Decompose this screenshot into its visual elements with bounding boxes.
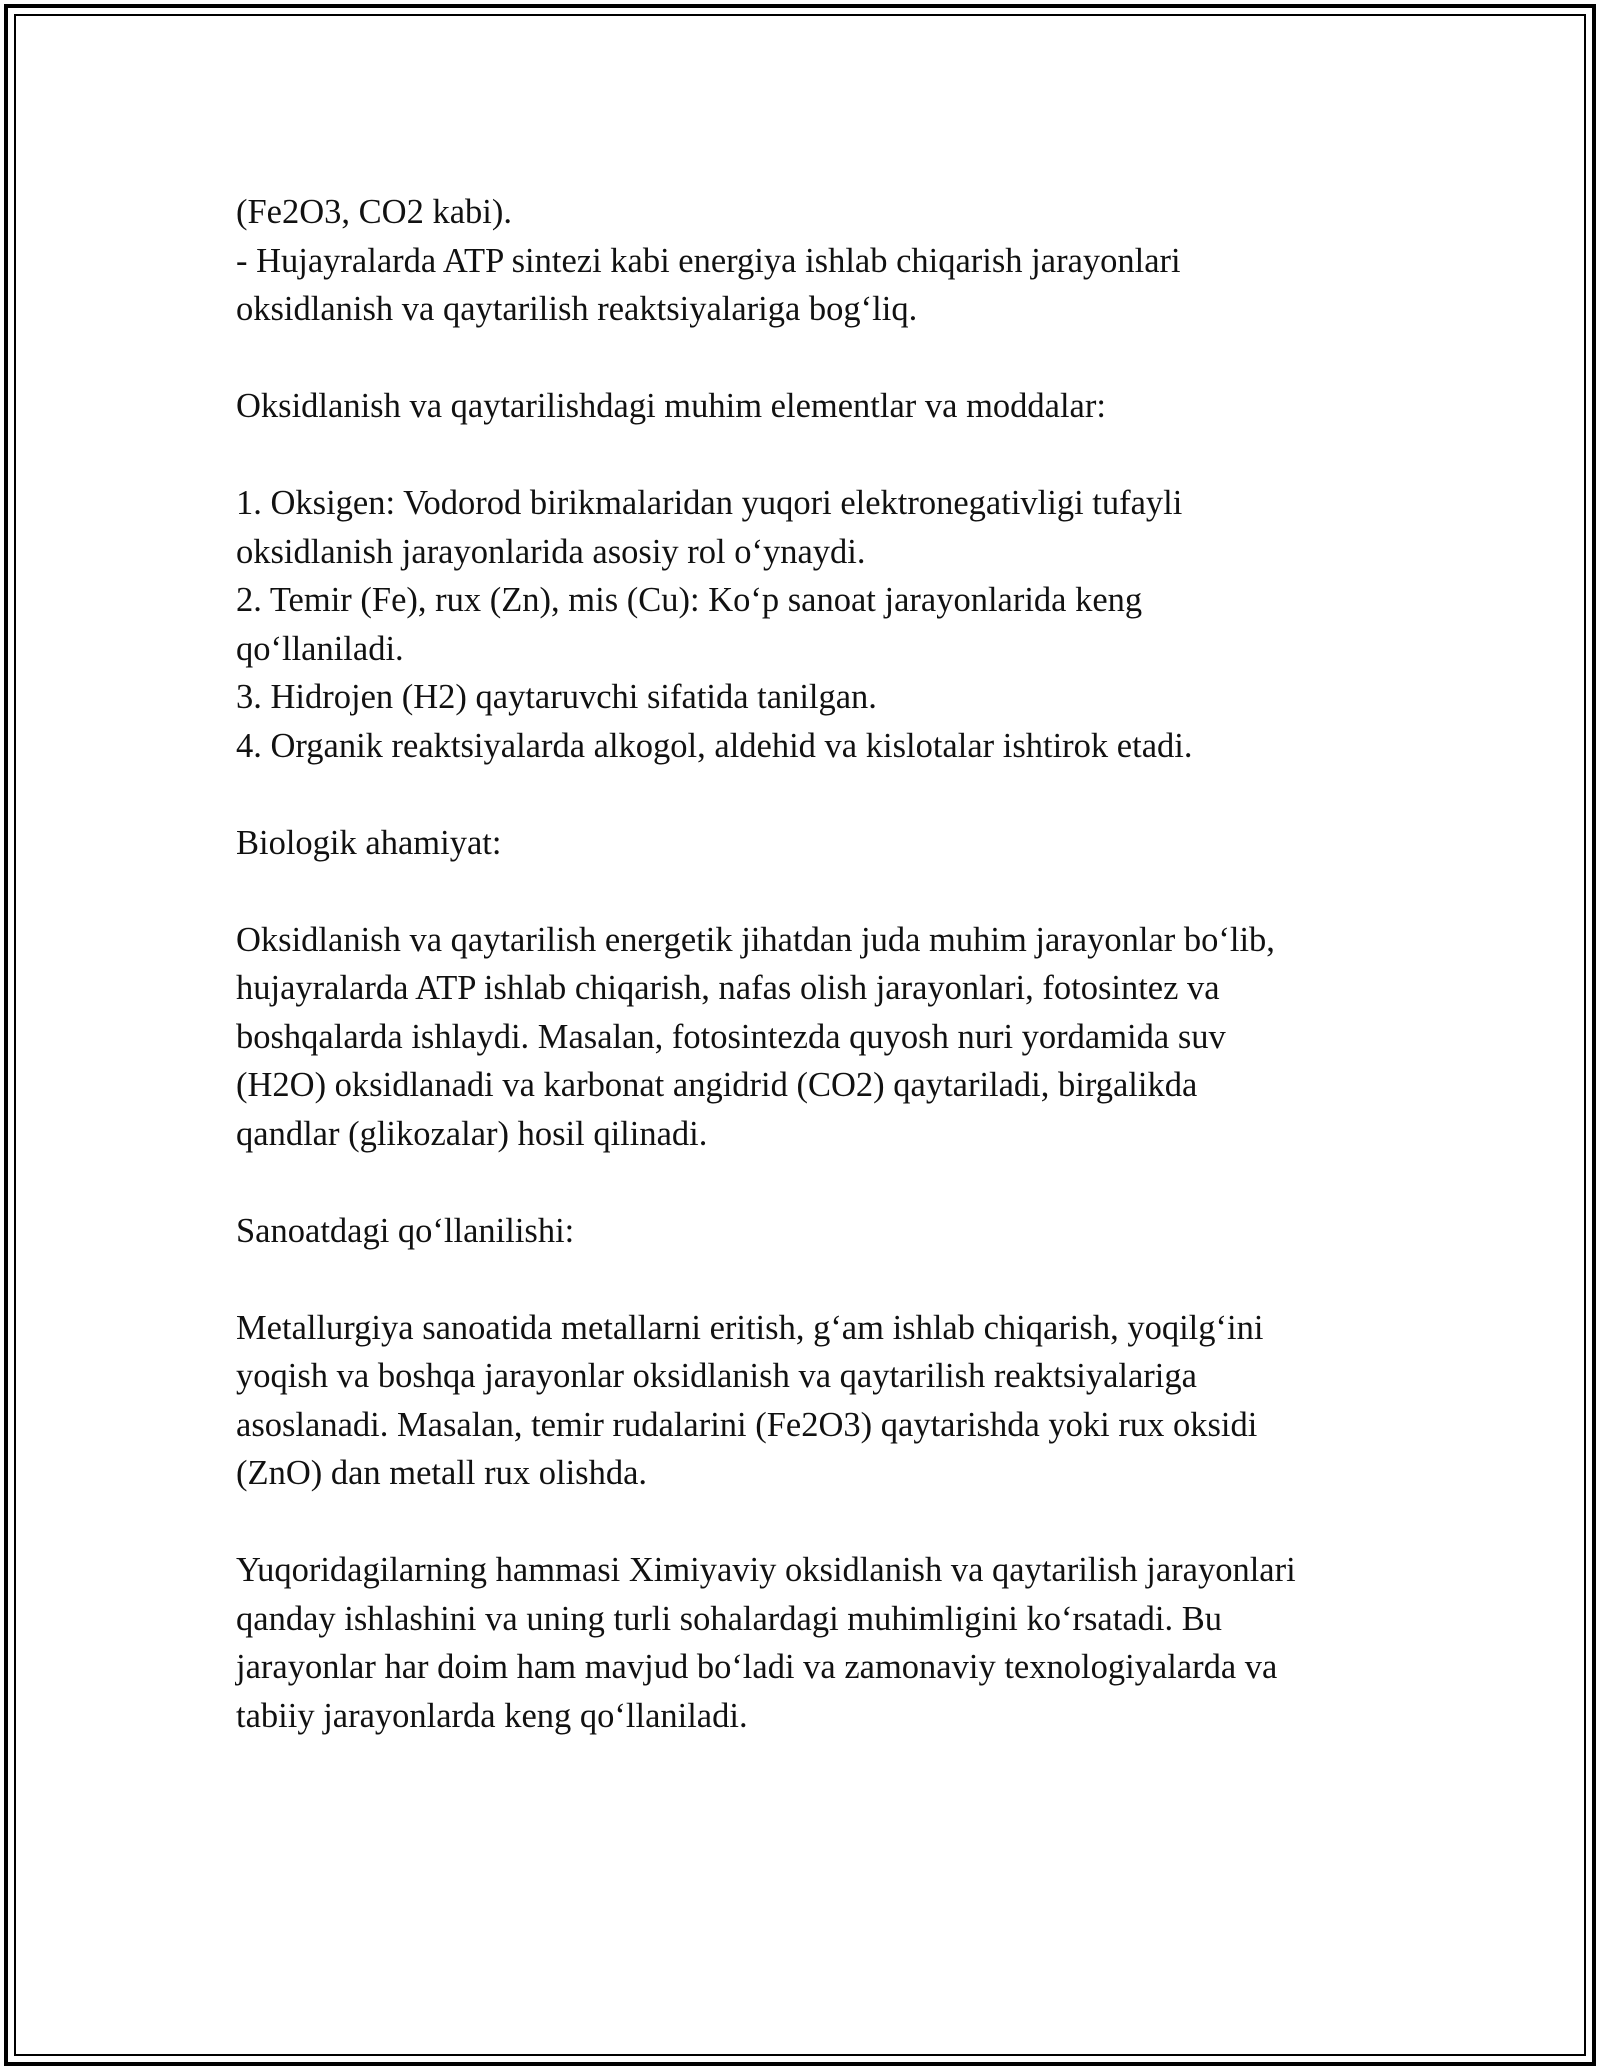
text-line: oksidlanish jarayonlarida asosiy rol o‘ynaydi.	[236, 532, 866, 571]
text-line: (Fe2O3, CO2 kabi).	[236, 193, 512, 231]
text-line: oksidlanish va qaytarilish reaktsiyalariga bog‘liq.	[236, 290, 918, 328]
blank-line	[236, 1158, 1416, 1207]
document-body	[236, 188, 1416, 1740]
paragraph-line: yoqish va boshqa jarayonlar oksidlanish va qaytarilish reaktsiyalariga	[236, 1357, 1197, 1395]
list-item: 1. Oksigen: Vodorod birikmalaridan yuqori elektronegativligi tufayli	[236, 484, 1183, 522]
list-item: 4. Organik reaktsiyalarda alkogol, aldehid va kislotalar ishtirok etadi.	[236, 726, 1193, 765]
paragraph-line: (ZnO) dan metall rux olishda.	[236, 1454, 648, 1492]
paragraph-line: qandlar (glikozalar) hosil qilinadi.	[236, 1114, 708, 1153]
blank-line	[236, 1498, 1416, 1547]
list-item: 2. Temir (Fe), rux (Zn), mis (Cu): Ko‘p sanoat jarayonlarida keng	[236, 581, 1143, 619]
section-heading: Sanoatdagi qo‘llanilishi:	[236, 1211, 575, 1250]
blank-line	[236, 1255, 1416, 1304]
section-heading: Oksidlanish va qaytarilishdagi muhim elementlar va moddalar:	[236, 387, 1106, 425]
paragraph-line: tabiiy jarayonlarda keng qo‘llaniladi.	[236, 1696, 748, 1735]
blank-line	[236, 770, 1416, 819]
blank-line	[236, 431, 1416, 480]
blank-line	[236, 867, 1416, 916]
paragraph-line: hujayralarda ATP ishlab chiqarish, nafas olish jarayonlari, fotosintez va	[236, 969, 1220, 1007]
section-heading: Biologik ahamiyat:	[236, 823, 502, 862]
paragraph-line: (H2O) oksidlanadi va karbonat angidrid (CO2) qaytariladi, birgalikda	[236, 1066, 1198, 1104]
paragraph-line: qanday ishlashini va uning turli sohalardagi muhimligini ko‘rsatadi. Bu	[236, 1599, 1222, 1638]
blank-line	[236, 334, 1416, 383]
paragraph-line: Oksidlanish va qaytarilish energetik jihatdan juda muhim jarayonlar bo‘lib,	[236, 920, 1275, 959]
paragraph-line: asoslanadi. Masalan, temir rudalarini (Fe2O3) qaytarishda yoki rux oksidi	[236, 1405, 1258, 1444]
paragraph-line: Metallurgiya sanoatida metallarni eritish, g‘am ishlab chiqarish, yoqilg‘ini	[236, 1308, 1264, 1347]
text-line: qo‘llaniladi.	[236, 629, 404, 668]
text-line: - Hujayralarda ATP sintezi kabi energiya ishlab chiqarish jarayonlari	[236, 241, 1181, 280]
list-item: 3. Hidrojen (H2) qaytaruvchi sifatida tanilgan.	[236, 678, 877, 716]
paragraph-line: jarayonlar har doim ham mavjud bo‘ladi va zamonaviy texnologiyalarda va	[236, 1648, 1278, 1686]
paragraph-line: boshqalarda ishlaydi. Masalan, fotosintezda quyosh nuri yordamida suv	[236, 1017, 1226, 1056]
paragraph-line: Yuqoridagilarning hammasi Ximiyaviy oksidlanish va qaytarilish jarayonlari	[236, 1551, 1296, 1589]
